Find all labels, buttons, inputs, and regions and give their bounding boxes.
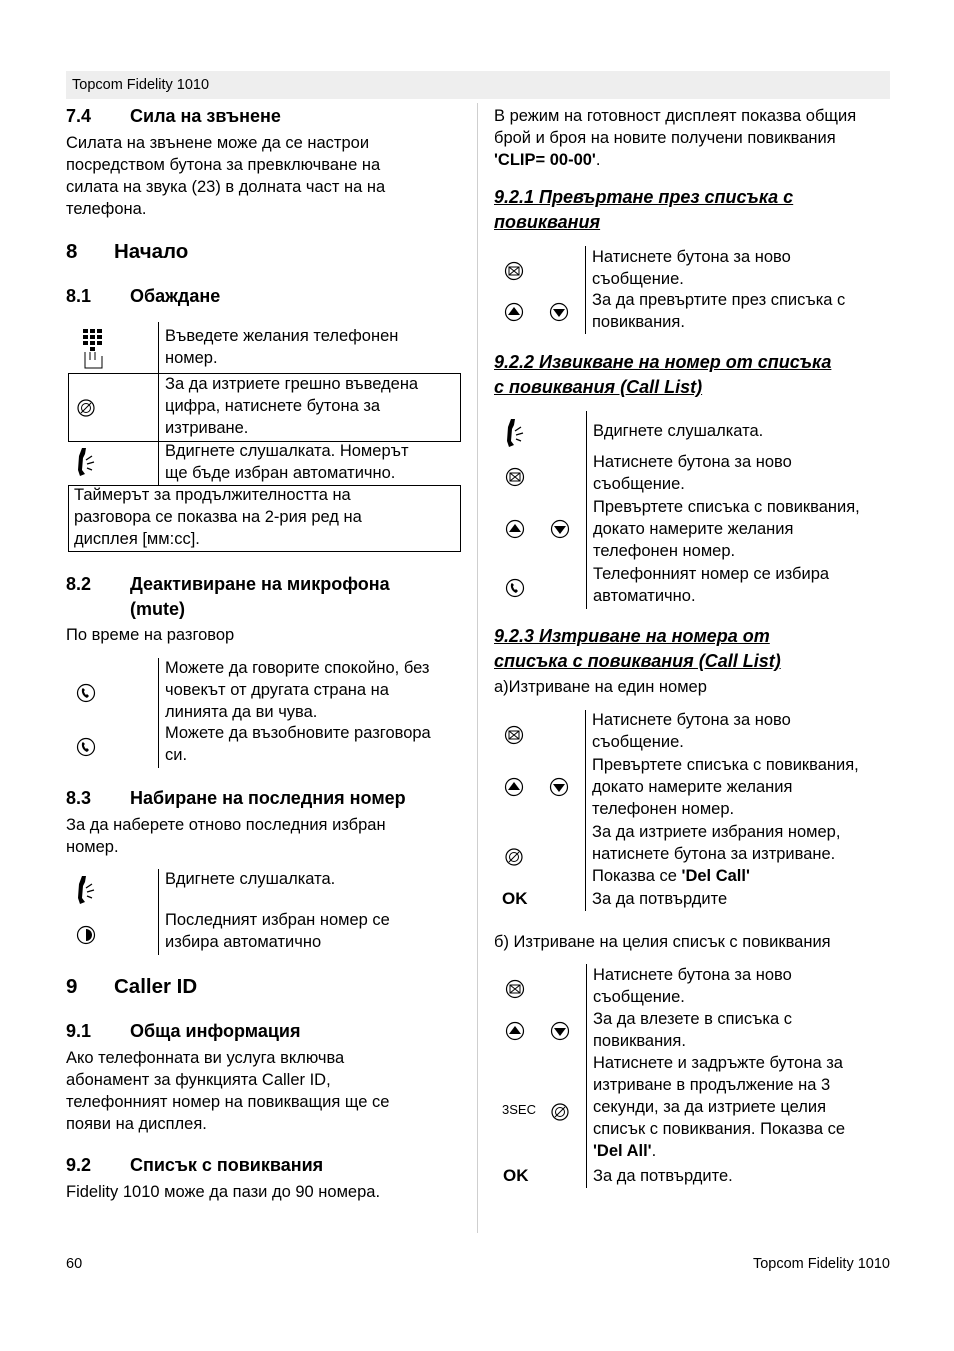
message-icon bbox=[504, 261, 524, 281]
section-7-4-body: Силата на звънене може да се настрои посредством бутона за превключване на силата на звука (23) в долната част на на телефона. bbox=[66, 134, 386, 218]
s81-row-2-text: За да изтриете грешно въведена цифра, натиснете бутона за изтриване. bbox=[165, 375, 419, 437]
s82-row-1-text: Можете да говорите спокойно, без човекът от другата страна на линията да ви чува. bbox=[165, 659, 430, 721]
keypad-icon bbox=[80, 326, 108, 370]
arrow-down-icon bbox=[550, 1021, 570, 1041]
s923-a-label: а)Изтриване на един номер bbox=[494, 678, 707, 696]
talk-icon bbox=[76, 737, 96, 757]
message-icon bbox=[505, 467, 525, 487]
s923-a-row-1-text: Натиснете бутона за ново съобщение. bbox=[592, 711, 791, 751]
s922-row-3-text: Превъртете списъка с повиквания, докато намерите желания телефонен номер. bbox=[593, 498, 860, 560]
s923-b-row-1-text: Натиснете бутона за ново съобщение. bbox=[593, 966, 792, 1006]
s922-row-4-text: Телефонният номер се избира автоматично. bbox=[593, 565, 830, 605]
s922-row-2-text: Натиснете бутона за ново съобщение. bbox=[593, 453, 792, 493]
delete-icon bbox=[550, 1102, 570, 1122]
s923-b-row-2-text: За да влезете в списъка с повиквания. bbox=[593, 1010, 792, 1050]
delete-icon bbox=[76, 398, 96, 418]
right-intro: В режим на готовност дисплеят показва общия брой и броя на новите получени повиквания 'CLIP= 00-00'. bbox=[494, 107, 857, 169]
section-9-1-heading: 9.1 Обща информация bbox=[66, 1021, 301, 1041]
arrow-up-icon bbox=[505, 1021, 525, 1041]
footer-title: Topcom Fidelity 1010 bbox=[752, 1256, 890, 1272]
s923-a-row-2-text: Превъртете списъка с повиквания, докато намерите желания телефонен номер. bbox=[592, 756, 859, 818]
handset-off-hook-icon bbox=[505, 417, 527, 449]
section-9-2-2-heading: 9.2.2 Извикване на номер от списъка с повиквания (Call List) bbox=[494, 352, 832, 397]
message-icon bbox=[505, 979, 525, 999]
s81-note-text: Таймерът за продължителността на разговора се показва на 2-рия ред на дисплея [мм:сс]. bbox=[74, 486, 362, 548]
s82-row-2-text: Можете да възобновите разговора си. bbox=[165, 724, 431, 764]
section-9-2-3-heading: 9.2.3 Изтриване на номера от списъка с повиквания (Call List) bbox=[494, 626, 781, 671]
s923-a-confirm-text: За да потвърдите bbox=[592, 890, 728, 908]
s83-intro: За да наберете отново последния избран номер. bbox=[66, 816, 386, 856]
arrow-up-icon bbox=[504, 777, 524, 797]
ok-key-label: OK bbox=[502, 889, 528, 908]
section-9-heading: 9 Caller ID bbox=[66, 975, 198, 998]
s923-a-row-3-text: За да изтриете избрания номер, натиснете бутона за изтриване. Показва се 'Del Call' bbox=[592, 823, 841, 885]
column-divider bbox=[477, 103, 478, 1233]
section-8-3-heading: 8.3 Набиране на последния номер bbox=[66, 788, 406, 808]
s83-row-2-text: Последният избран номер се избира автоматично bbox=[165, 911, 390, 951]
section-9-2-1-heading: 9.2.1 Превъртане през списъка с повиквания bbox=[494, 187, 794, 232]
page-number: 60 bbox=[66, 1256, 83, 1272]
talk-icon bbox=[76, 683, 96, 703]
handset-off-hook-icon bbox=[76, 874, 98, 906]
delete-icon bbox=[504, 847, 524, 867]
message-icon bbox=[504, 725, 524, 745]
ok-key-label: OK bbox=[503, 1166, 529, 1185]
arrow-down-icon bbox=[550, 519, 570, 539]
s81-row-1-text: Въведете желания телефонен номер. bbox=[165, 327, 399, 367]
arrow-down-icon bbox=[549, 777, 569, 797]
arrow-down-icon bbox=[549, 302, 569, 322]
section-8-1-heading: 8.1 Обаждане bbox=[66, 286, 221, 306]
arrow-up-icon bbox=[505, 519, 525, 539]
s921-row-2-text: За да превъртите през списъка с повиквания. bbox=[592, 291, 846, 331]
s92-body: Fidelity 1010 може да пази до 90 номера. bbox=[66, 1183, 381, 1201]
page-header bbox=[66, 71, 890, 99]
s922-row-1-text: Вдигнете слушалката. bbox=[593, 422, 764, 440]
arrow-up-icon bbox=[504, 302, 524, 322]
s921-row-1-text: Натиснете бутона за ново съобщение. bbox=[592, 248, 791, 288]
s91-body: Ако телефонната ви услуга включва абонамент за функцията Caller ID, телефонният номер на повикващия ще се появи на дисплея. bbox=[66, 1049, 390, 1133]
section-7-4-heading: 7.4 Сила на звънене bbox=[66, 106, 281, 126]
s82-intro: По време на разговор bbox=[66, 626, 235, 644]
s83-row-1-text: Вдигнете слушалката. bbox=[165, 870, 336, 888]
section-9-2-heading: 9.2 Списък с повиквания bbox=[66, 1155, 324, 1175]
section-8-heading: 8 Начало bbox=[66, 240, 189, 263]
header-title: Topcom Fidelity 1010 bbox=[72, 77, 210, 93]
redial-icon bbox=[76, 925, 96, 945]
s923-b-row-3-text: Натиснете и задръжте бутона за изтриване в продължение на 3 секунди, за да изтриете целия списък с повиквания. Показва се 'Del All'. bbox=[593, 1054, 846, 1160]
s923-b-confirm-text: За да потвърдите. bbox=[593, 1167, 733, 1185]
s81-row-3-text: Вдигнете слушалката. Номерът ще бъде избран автоматично. bbox=[165, 442, 409, 482]
section-8-2-heading: 8.2 Деактивиране на микрофона (mute) bbox=[66, 574, 390, 619]
s923-b-label: б) Изтриване на целия списък с повиквания bbox=[494, 933, 831, 951]
handset-off-hook-icon bbox=[76, 446, 98, 478]
three-seconds-label: 3SEC bbox=[502, 1102, 536, 1117]
talk-icon bbox=[505, 578, 525, 598]
